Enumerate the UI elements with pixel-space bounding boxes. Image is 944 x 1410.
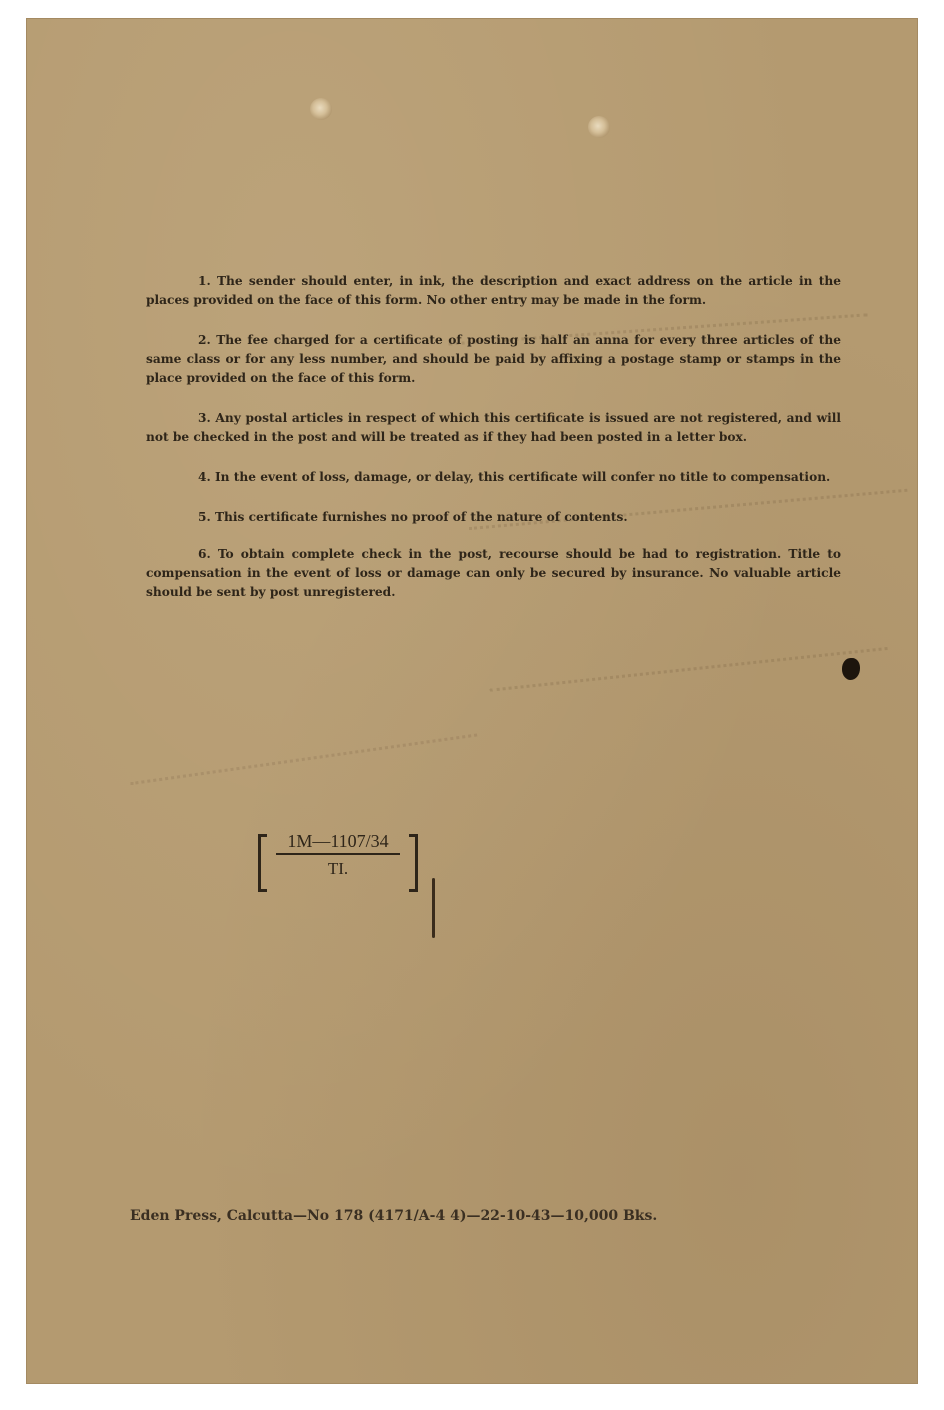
show-through-handwriting bbox=[125, 694, 478, 785]
bracket-left bbox=[258, 834, 267, 892]
punch-hole-left bbox=[310, 98, 332, 120]
form-code-top: 1M—1107/34 bbox=[276, 830, 400, 855]
instruction-item: 6. To obtain complete check in the post, recourse should be had to registration. Title to compensation in the event of loss or damage can only be secured by insurance. No valuable article should be sent by post unregistered. bbox=[146, 547, 841, 599]
instruction-item: 2. The fee charged for a certificate of posting is half an anna for every three articles of the same class or for any less number, and should be paid by affixing a postage stamp or stamps in the place provided on the face of this form. bbox=[146, 333, 841, 385]
certificate-form-back bbox=[26, 18, 918, 1384]
ink-blot bbox=[842, 658, 860, 680]
ink-mark bbox=[432, 878, 435, 938]
instruction-item: 3. Any postal articles in respect of which this certificate is issued are not registered, and will not be checked in the post and will be treated as if they had been posted in a letter box. bbox=[146, 411, 841, 444]
bracket-right bbox=[409, 834, 418, 892]
printer-imprint: Eden Press, Calcutta—No 178 (4171/A-4 4)—22-10-43—10,000 Bks. bbox=[130, 1208, 658, 1224]
form-code-stamp bbox=[258, 830, 418, 892]
instruction-item: 4. In the event of loss, damage, or delay, this certificate will confer no title to compensation. bbox=[198, 470, 831, 484]
form-code-bottom: TI. bbox=[327, 859, 349, 878]
punch-hole-right bbox=[588, 116, 610, 138]
instruction-item: 1. The sender should enter, in ink, the description and exact address on the article in the places provided on the face of this form. No other entry may be made in the form. bbox=[146, 274, 841, 307]
instruction-item: 5. This certificate furnishes no proof of the nature of contents. bbox=[198, 510, 628, 524]
instructions-block bbox=[146, 272, 841, 623]
